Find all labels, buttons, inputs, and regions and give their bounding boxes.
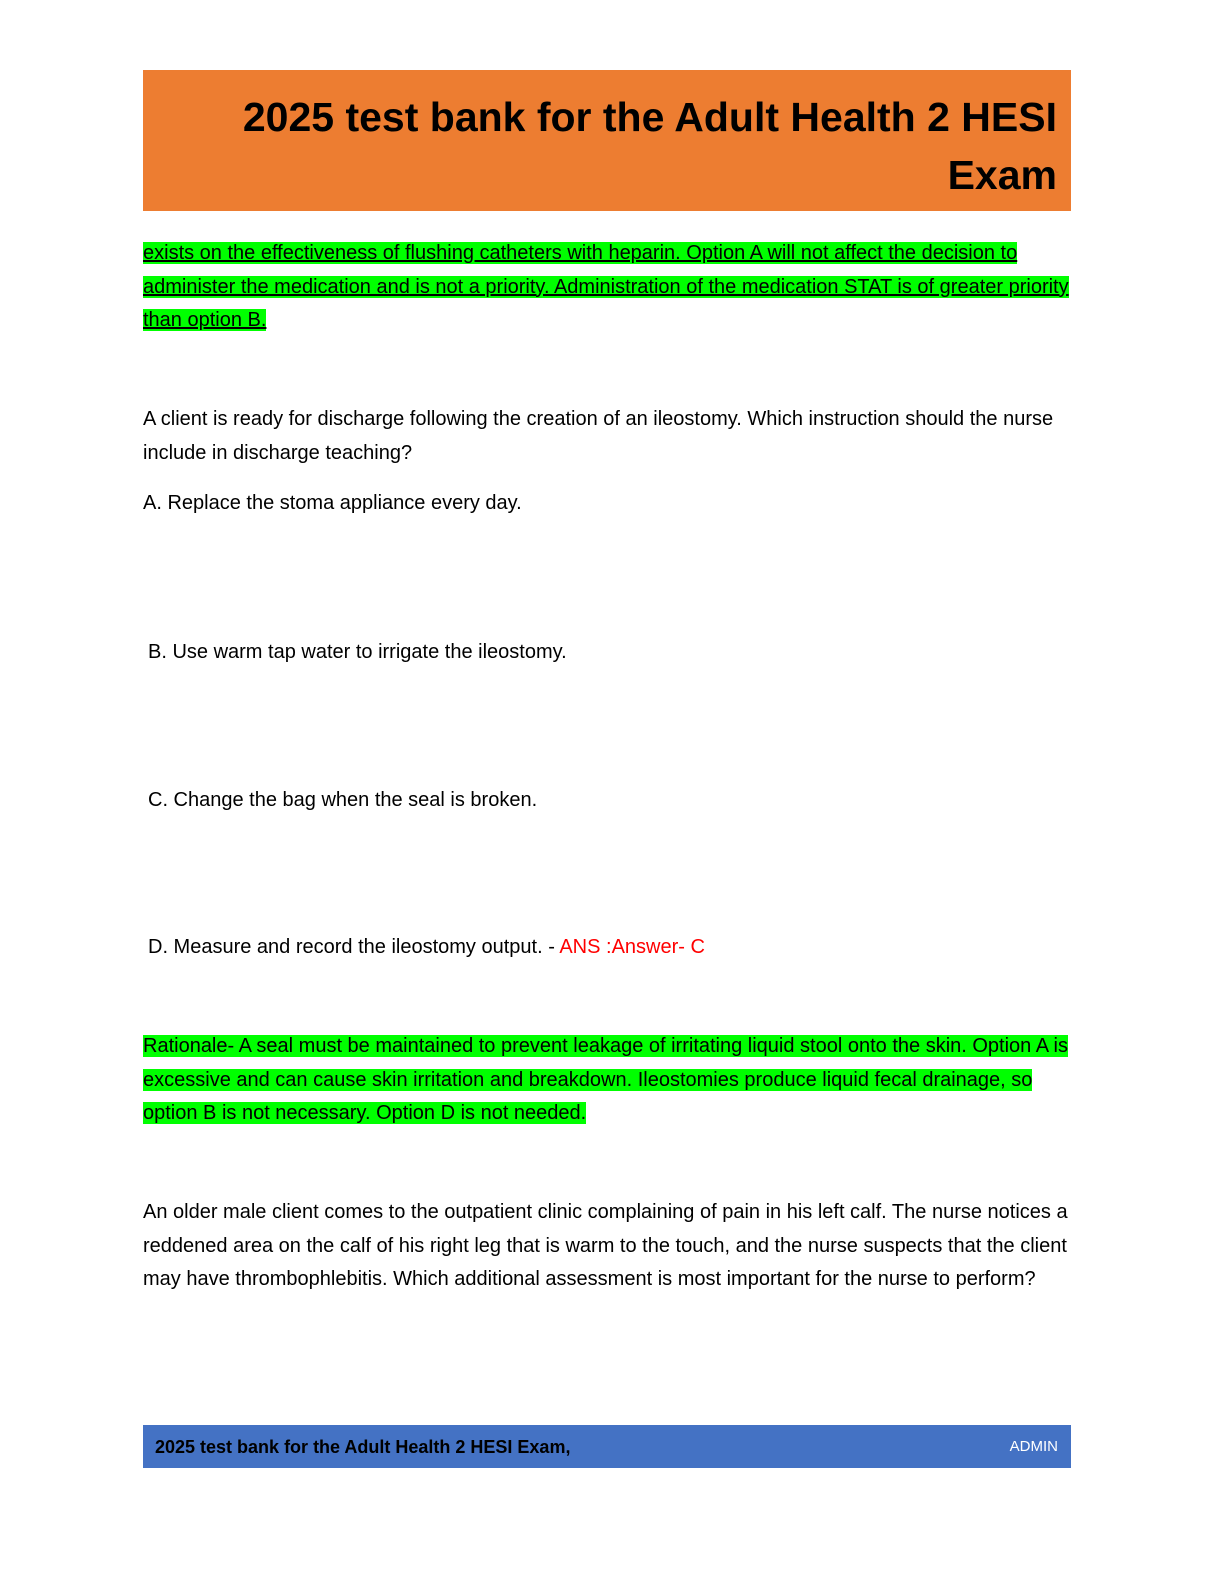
footer-author: ADMIN [1009, 1438, 1058, 1455]
previous-rationale [143, 237, 1073, 338]
answer-key: ANS :Answer- C [559, 936, 705, 958]
footer-title: 2025 test bank for the Adult Health 2 HESI Exam, [155, 1437, 571, 1457]
rationale [143, 1030, 1073, 1131]
option-a [143, 487, 1073, 521]
document-title: 2025 test bank for the Adult Health 2 HESI Exam [242, 94, 1057, 198]
option-b [148, 636, 1078, 670]
header-banner [143, 70, 1071, 211]
option-b-text: B. Use warm tap water to irrigate the ileostomy. [148, 641, 567, 663]
previous-rationale-text: exists on the effectiveness of flushing catheters with heparin. Option A will not affect the decision to administer the medication and is not a priority. Administration of the medication STAT is of greater priority than option B. [143, 242, 1069, 331]
option-d-text: D. Measure and record the ileostomy output. - [148, 936, 555, 958]
footer-banner [143, 1425, 1071, 1468]
option-d [148, 931, 1078, 965]
option-c [148, 784, 1078, 818]
option-a-text: A. Replace the stoma appliance every day. [143, 492, 522, 514]
option-c-text: C. Change the bag when the seal is broken. [148, 789, 538, 811]
question-stem-text: An older male client comes to the outpatient clinic complaining of pain in his left calf. The nurse notices a reddened area on the calf of his right leg that is warm to the touch, and the nurse suspects that the client may have thrombophlebitis. Which additional assessment is most important for the nurse to perform? [143, 1201, 1068, 1290]
question-stem [143, 1196, 1073, 1297]
rationale-text: Rationale- A seal must be maintained to prevent leakage of irritating liquid stool onto the skin. Option A is excessive and can cause skin irritation and breakdown. Ileostomies produce liquid fecal drainage, so option B is not necessary. Option D is not needed. [143, 1035, 1068, 1124]
question-stem [143, 403, 1073, 470]
question-stem-text: A client is ready for discharge following the creation of an ileostomy. Which instruction should the nurse include in discharge teaching? [143, 408, 1054, 464]
